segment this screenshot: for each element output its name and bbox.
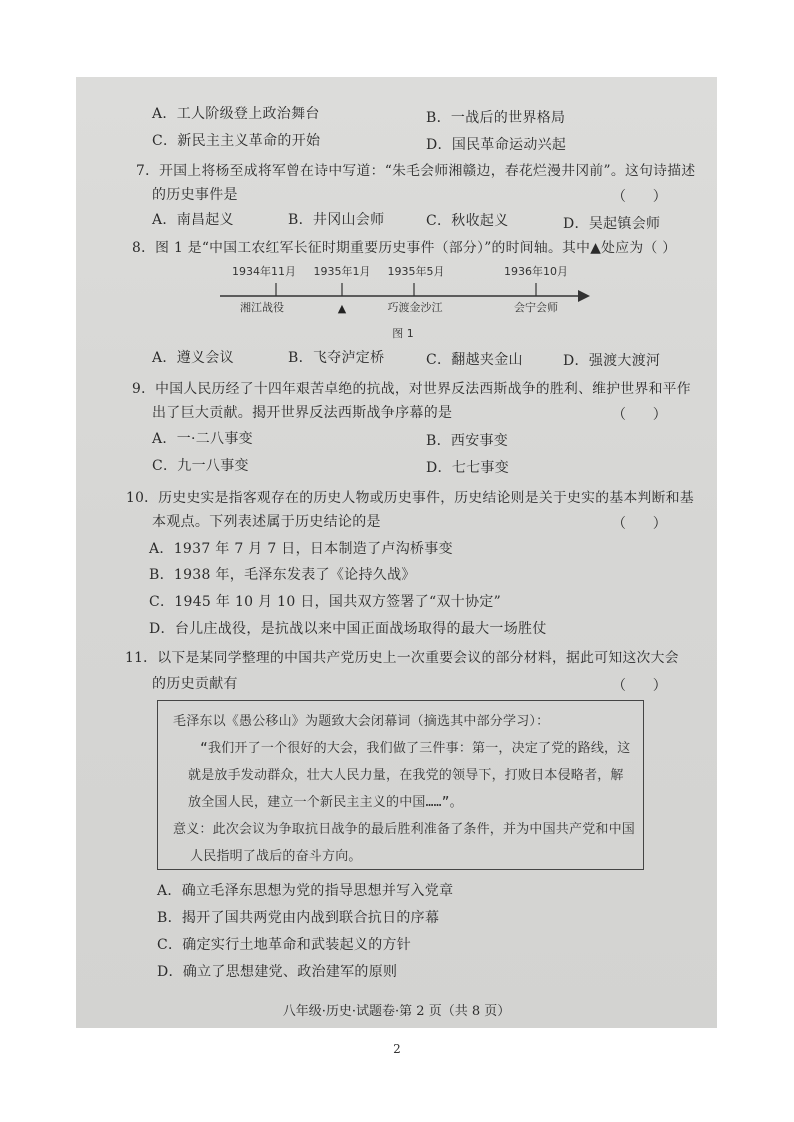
material-line-2: “我们开了一个很好的大会，我们做了三件事：第一，决定了党的路线，这 <box>200 741 631 756</box>
q7-stem-line1: 7．开国上将杨至成将军曾在诗中写道：“朱毛会师湘赣边，春花烂漫井冈前”。这句诗描述 <box>136 163 696 179</box>
q10-option-d: D．台儿庄战役，是抗战以来中国正面战场取得的最大一场胜仗 <box>149 621 547 637</box>
q7-option-b: B．井冈山会师 <box>288 212 385 228</box>
q10-option-c: C．1945 年 10 月 10 日，国共双方签署了“双十协定” <box>149 594 502 610</box>
q6-option-c: C．新民主主义革命的开始 <box>152 133 321 149</box>
q9-answer-blank: （ ） <box>612 407 667 423</box>
q10-stem-line2: 本观点。下列表述属于历史结论的是 <box>152 514 381 530</box>
q10-stem-line1: 10．历史史实是指客观存在的历史人物或历史事件，历史结论则是关于史实的基本判断和基 <box>126 490 694 506</box>
q7-option-d: D．吴起镇会师 <box>563 216 661 232</box>
timeline-event-2-triangle: ▲ <box>337 302 347 315</box>
timeline-date-1: 1934年11月 <box>232 265 296 278</box>
q8-option-a: A．遵义会议 <box>152 350 234 366</box>
q9-stem-line2: 出了巨大贡献。揭开世界反法西斯战争序幕的是 <box>152 405 453 421</box>
q11-option-b: B．揭开了国共两党由内战到联合抗日的序幕 <box>157 910 440 926</box>
q11-option-d: D．确立了思想建党、政治建军的原则 <box>157 964 398 980</box>
timeline-event-3: 巧渡金沙江 <box>387 301 443 314</box>
material-line-1: 毛泽东以《愚公移山》为题致大会闭幕词（摘选其中部分学习）： <box>173 714 550 729</box>
q8-option-d: D．强渡大渡河 <box>563 353 661 369</box>
q6-option-d: D．国民革命运动兴起 <box>426 137 567 153</box>
q9-option-d: D．七七事变 <box>426 460 510 476</box>
q11-stem-line1: 11．以下是某同学整理的中国共产党历史上一次重要会议的部分材料，据此可知这次大会 <box>125 650 679 666</box>
q8-timeline-figure <box>0 0 794 340</box>
q10-answer-blank: （ ） <box>612 516 667 532</box>
q6-option-a: A．工人阶级登上政治舞台 <box>152 106 320 122</box>
q9-stem-line1: 9．中国人民历经了十四年艰苦卓绝的抗战，对世界反法西斯战争的胜利、维护世界和平作 <box>132 381 691 397</box>
page-number: 2 <box>393 1042 401 1056</box>
q7-answer-blank: （ ） <box>612 189 667 205</box>
q11-stem-line2: 的历史贡献有 <box>152 676 238 692</box>
q7-stem-line2: 的历史事件是 <box>152 187 238 203</box>
timeline-date-2: 1935年1月 <box>313 265 371 278</box>
material-line-4: 放全国人民，建立一个新民主主义的中国……”。 <box>188 795 463 810</box>
q11-option-a: A．确立毛泽东思想为党的指导思想并写入党章 <box>157 883 454 899</box>
material-line-3: 就是放手发动群众，壮大人民力量，在我党的领导下，打败日本侵略者，解 <box>188 768 624 783</box>
q7-option-c: C．秋收起义 <box>426 213 509 229</box>
q8-option-c: C．翻越夹金山 <box>426 352 523 368</box>
q10-option-b: B．1938 年，毛泽东发表了《论持久战》 <box>149 567 416 583</box>
timeline-event-4: 会宁会师 <box>514 301 558 314</box>
material-line-6: 人民指明了战后的奋斗方向。 <box>190 849 362 864</box>
q7-option-a: A．南昌起义 <box>152 212 234 228</box>
q9-option-c: C．九一八事变 <box>152 458 249 474</box>
q8-option-b: B．飞夺泸定桥 <box>288 350 385 366</box>
timeline-caption: 图 1 <box>392 327 414 340</box>
material-line-5: 意义：此次会议为争取抗日战争的最后胜利准备了条件，并为中国共产党和中国 <box>173 822 636 837</box>
q11-answer-blank: （ ） <box>612 678 667 694</box>
q8-stem-line1: 8．图 1 是“中国工农红军长征时期重要历史事件（部分）”的时间轴。其中▲处应为（ ） <box>132 240 677 256</box>
q10-option-a: A．1937 年 7 月 7 日，日本制造了卢沟桥事变 <box>149 541 453 557</box>
q11-option-c: C．确定实行土地革命和武装起义的方针 <box>157 937 412 953</box>
q9-option-b: B．西安事变 <box>426 433 509 449</box>
exam-footer: 八年级·历史·试题卷·第 2 页（共 8 页） <box>282 1004 511 1019</box>
q9-option-a: A．一·二八事变 <box>152 431 253 447</box>
timeline-date-3: 1935年5月 <box>387 265 445 278</box>
timeline-date-4: 1936年10月 <box>504 265 568 278</box>
q6-option-b: B．一战后的世界格局 <box>426 110 566 126</box>
timeline-event-1: 湘江战役 <box>240 301 284 314</box>
